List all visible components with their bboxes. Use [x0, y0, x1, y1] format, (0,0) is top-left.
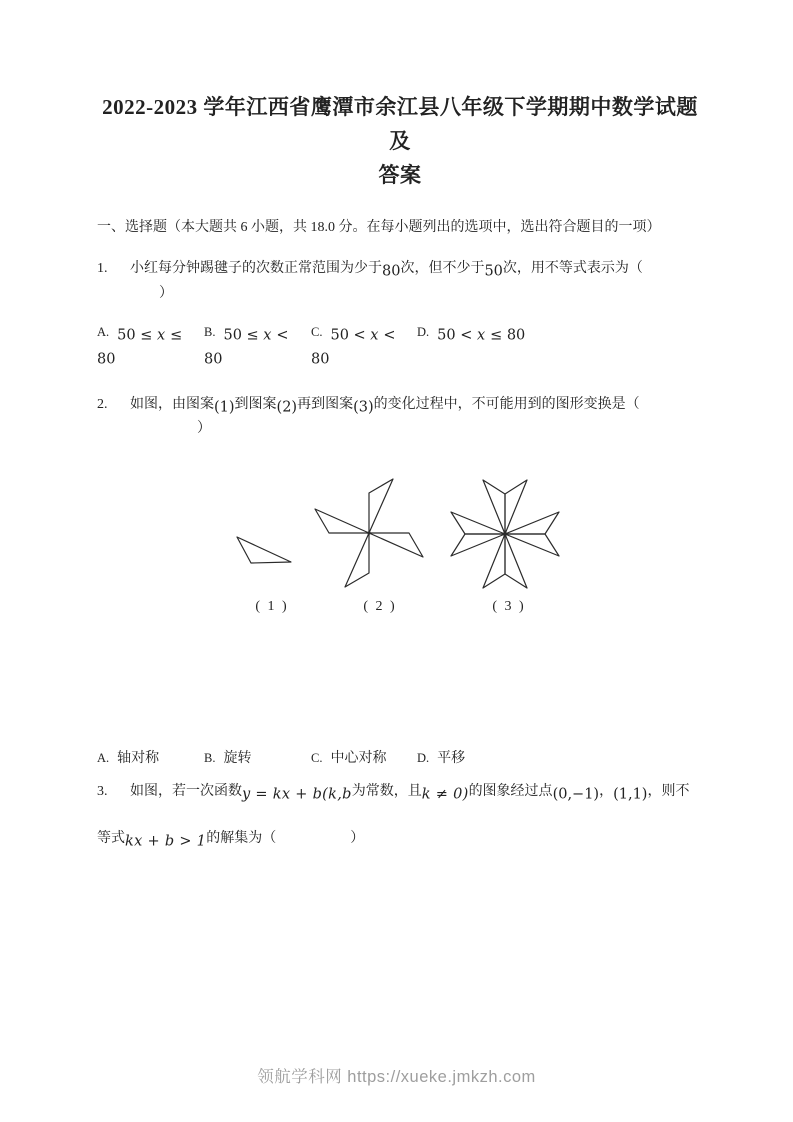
- option-2b-label: B.: [204, 751, 216, 765]
- question-2: [97, 394, 703, 441]
- title-line-2: 答案: [378, 163, 422, 187]
- option-2d-label: D.: [417, 751, 430, 765]
- question-3-number: 3.: [97, 784, 108, 799]
- option-1d: [417, 321, 703, 371]
- watermark-footer: 领航学科网 https://xueke.jmkzh.com: [257, 1068, 536, 1086]
- option-2a-text: 轴对称: [117, 751, 160, 766]
- option-1c: [311, 321, 417, 371]
- option-1a-text: 50 ≤ x ≤ 80: [97, 327, 183, 368]
- question-2-options: [97, 747, 703, 770]
- option-2b: [204, 747, 311, 770]
- option-1c-label: C.: [311, 324, 323, 339]
- question-2-figure: [230, 467, 703, 617]
- option-2c-label: C.: [311, 751, 323, 765]
- option-1c-text: 50 < x < 80: [311, 327, 396, 368]
- option-1d-label: D.: [417, 324, 430, 339]
- option-2c-text: 中心对称: [330, 751, 387, 766]
- question-1-options: [97, 321, 703, 371]
- star-center-dot: [503, 532, 507, 536]
- option-2c: [311, 747, 417, 770]
- question-1-number: 1.: [97, 261, 108, 276]
- option-2d-text: 平移: [437, 751, 466, 766]
- question-3: [97, 770, 703, 863]
- option-2a-label: A.: [97, 751, 110, 765]
- question-2-number: 2.: [97, 396, 108, 412]
- option-2a: [97, 747, 204, 770]
- figure-label-3: ( 3 ): [492, 599, 526, 614]
- option-1b-label: B.: [204, 324, 216, 339]
- question-1-text: 小红每分钟踢毽子的次数正常范围为少于80次，但不少于50次，用不等式表示为（）: [130, 261, 643, 301]
- page-title: [97, 90, 703, 192]
- option-2b-text: 旋转: [223, 751, 252, 766]
- question-3-text: 如图，若一次函数y = kx + b(k,b为常数，且k ≠ 0)的图象经过点(0,−1)，(1,1)，则不等式kx + b > 1的解集为（ ）: [97, 784, 690, 849]
- option-1b-text: 50 ≤ x < 80: [204, 327, 289, 368]
- pinwheel-center-dot: [367, 531, 370, 534]
- question-1: [97, 258, 703, 305]
- shape-1-triangle: [237, 537, 291, 563]
- question-2-text: 如图，由图案(1)到图案(2)再到图案(3)的变化过程中，不可能用到的图形变换是（）: [130, 396, 640, 436]
- option-1b: [204, 321, 311, 371]
- title-line-1: 2022-2023 学年江西省鹰潭市余江县八年级下学期期中数学试题及: [102, 95, 698, 153]
- section-heading: 一、选择题（本大题共 6 小题，共 18.0 分。在每小题列出的选项中，选出符合题目的一项）: [97, 220, 661, 235]
- option-1a-label: A.: [97, 324, 110, 339]
- option-1a: [97, 321, 204, 371]
- option-1d-text: 50 < x ≤ 80: [437, 327, 526, 343]
- figure-label-1: ( 1 ): [255, 599, 289, 614]
- option-2d: [417, 747, 703, 770]
- figure-canvas: [230, 467, 590, 617]
- figure-label-2: ( 2 ): [363, 599, 397, 614]
